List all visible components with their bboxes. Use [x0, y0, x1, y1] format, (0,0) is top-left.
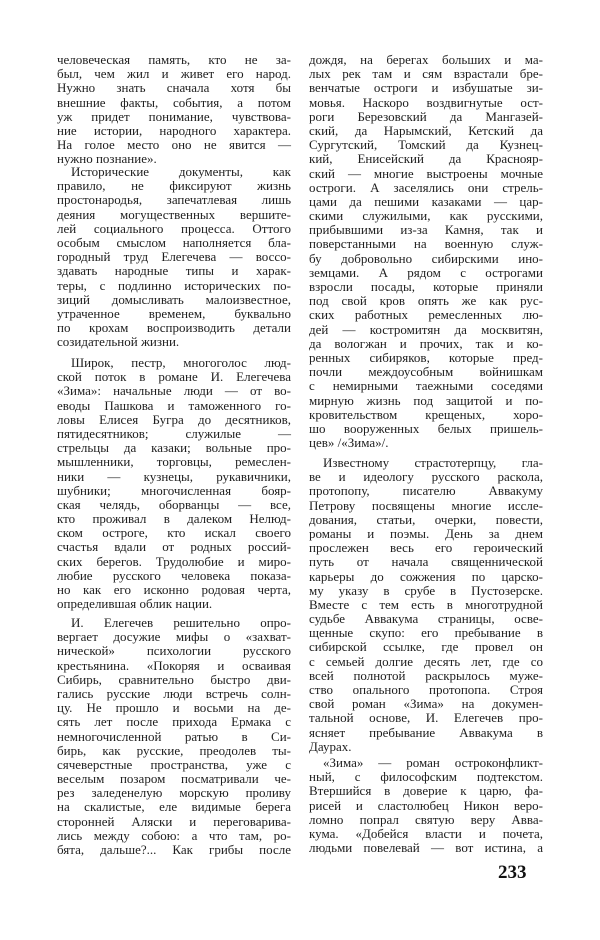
- text-line: сибирской ссылке, где провел он: [309, 639, 543, 655]
- text-line: под свой кров опять же как рус-: [309, 293, 543, 309]
- text-line: крестьянина. «Покоряя и осваивая: [57, 657, 291, 673]
- text-line: Широк, пестр, многоголос люд-: [71, 355, 291, 370]
- text-line: дождя, на берегах больших и ма-: [309, 52, 543, 67]
- paragraph: [57, 165, 291, 349]
- text-line: мышленники, торговцы, ремеслен-: [57, 454, 291, 470]
- text-line: стрельцы да казаки; вольные про-: [57, 440, 291, 456]
- text-line: взросли посады, которые приняли: [309, 279, 543, 294]
- text-line: ский — многие выстроены мочные: [309, 165, 543, 181]
- text-line: Втершийся в доверие к царю, фа-: [309, 783, 543, 799]
- text-line: Вместе с тем есть в многотрудной: [309, 596, 543, 612]
- text-line: цев» /«Зима»/.: [309, 435, 389, 451]
- paragraph: [57, 53, 291, 167]
- text-line: мирную жизнь под защитой и по-: [309, 392, 543, 408]
- text-line: уж придет понимание, чувствова-: [57, 108, 291, 124]
- text-line: шо вооруженных белых пришель-: [309, 420, 543, 436]
- text-line: ских работных ремесленных лю-: [309, 307, 543, 323]
- text-line: веселым позаром посматривали че-: [57, 771, 291, 787]
- text-line: бу добровольно сибирскими ино-: [309, 250, 543, 266]
- text-line: определившая облик нации.: [57, 596, 213, 612]
- text-line: внешние факты, события, а потом: [57, 94, 291, 110]
- text-line: немногочисленной ратью в Си-: [57, 728, 291, 744]
- text-line: человеческая память, кто не за-: [57, 52, 291, 67]
- text-line: ренных сибиряков, которые пред-: [309, 349, 543, 365]
- text-line: лых рек там и сям взрастали бре-: [309, 66, 543, 82]
- text-line: И. Елегечев решительно опро-: [71, 615, 291, 630]
- text-line: теры, с подлинно исторических по-: [57, 277, 291, 293]
- text-line: с семьей долгие десять лет, где со: [309, 653, 543, 669]
- text-line: нической» психологии русского: [57, 643, 291, 659]
- paragraph: [309, 756, 543, 855]
- text-line: любие русского человека показа-: [57, 567, 291, 583]
- text-line: ясняет пребывание Аввакума в: [309, 724, 543, 740]
- text-line: му указу в срубе в Пустозерске.: [309, 582, 543, 598]
- text-line: ве и идеологу русского раскола,: [309, 469, 543, 485]
- text-line: пятидесятников; служилые —: [57, 425, 291, 441]
- text-line: Нужно знать сначала хотя бы: [57, 80, 291, 96]
- text-line: ство опального протопопа. Строя: [309, 682, 543, 697]
- text-line: бята, дальше?... Как грибы после: [57, 842, 291, 857]
- text-line: но как его исконно родовая черта,: [57, 582, 291, 597]
- text-line: Сибирь, сравнительно быстро дви-: [57, 671, 291, 687]
- text-line: ская челядь, оборванцы — все,: [57, 496, 291, 512]
- paragraph: [57, 356, 291, 611]
- text-line: людьми повелевай — вот истина, а: [309, 840, 543, 856]
- text-line: на скалистые, еле видимые берега: [57, 799, 291, 815]
- text-line: особым смыслом наполняется бла-: [57, 234, 291, 250]
- text-line: утраченное временем, буквально: [57, 305, 291, 321]
- text-line: сторонней Аляски и переговарива-: [57, 813, 291, 829]
- text-line: да вологжан и прочих, так и ко-: [309, 335, 543, 351]
- text-line: романы и поэмы. День за днем: [309, 525, 543, 541]
- text-line: сячеверстные пространства, уже с: [57, 756, 291, 772]
- text-line: кровительством крещеных, хоро-: [309, 406, 543, 422]
- text-line: Петрову посвящены многие иссле-: [309, 497, 543, 513]
- text-line: ский, да Нарымский, Кетский да: [309, 122, 543, 138]
- text-line: сять лет после прихода Ермака с: [57, 714, 291, 730]
- text-line: «Зима» — роман остроконфликт-: [323, 755, 543, 770]
- text-line: «Зима»: начальные люди — от во-: [57, 383, 291, 399]
- text-line: кто проживал в далеком Нелюд-: [57, 511, 291, 527]
- text-line: простонародья, запечатлевая лишь: [57, 192, 291, 208]
- paragraph: [57, 616, 291, 857]
- text-line: ской поток в романе И. Елегечева: [57, 369, 291, 385]
- text-line: рисей и сластолюбец Никон веро-: [309, 797, 543, 813]
- text-line: поверстанными на военную служ-: [309, 236, 543, 252]
- text-line: скими служилыми, как русскими,: [309, 208, 543, 224]
- page-number: 233: [498, 862, 527, 883]
- text-line: зиций домысливать малоизвестное,: [57, 291, 291, 307]
- text-line: по крохам воспроизводить детали: [57, 320, 291, 336]
- text-line: городный труд Елегечева — воссо-: [57, 249, 291, 265]
- text-line: счастья вдали от родных россий-: [57, 539, 291, 555]
- text-line: карьеры до сожжения по царско-: [309, 568, 543, 584]
- text-line: созидательной жизни.: [57, 334, 180, 350]
- text-line: Известному страстотерпцу, гла-: [323, 455, 543, 470]
- text-line: прибывшими из-за Камня, так и: [309, 222, 543, 238]
- text-line: цу. Не прошло и восьми на де-: [57, 700, 291, 716]
- text-line: прослежен весь его героический: [309, 540, 543, 556]
- text-line: почли междоусобным войнишкам: [309, 364, 543, 380]
- text-line: остроги. А заселялись они стрель-: [309, 179, 543, 195]
- text-line: бирь, как русские, преодолев ты-: [57, 742, 291, 758]
- text-line: Даурах.: [309, 738, 352, 754]
- text-line: дей — костромитян да москвитян,: [309, 321, 543, 337]
- text-line: лей социального процесса. Оттого: [57, 220, 291, 236]
- text-line: кий, Енисейский да Краснояр-: [309, 151, 543, 167]
- text-line: ный, с философским подтекстом.: [309, 769, 543, 785]
- text-line: всей полнотой раскрылось муже-: [309, 667, 543, 683]
- paragraph: [309, 456, 543, 754]
- text-line: На голое место оно не явится —: [57, 137, 291, 153]
- text-line: ском остроге, кто искал своего: [57, 525, 291, 541]
- text-line: с немирными таежными соседями: [309, 378, 543, 394]
- text-line: лись между собою: а что там, ро-: [57, 827, 291, 843]
- text-line: нужно познание».: [57, 151, 157, 167]
- text-line: щенные скупо: его пребывание в: [309, 625, 543, 641]
- text-line: Сургутский, Томский да Кузнец-: [309, 137, 543, 153]
- text-line: деяния могущественных вершите-: [57, 206, 291, 222]
- text-line: свой роман «Зима» на докумен-: [309, 696, 543, 712]
- text-line: протопопу, писателю Аввакуму: [309, 483, 543, 499]
- text-line: ских берегов. Трудолюбие и миро-: [57, 553, 291, 569]
- text-line: ломно попрал святую веру Авва-: [309, 811, 543, 827]
- text-line: был, чем жил и живет его народ.: [57, 66, 291, 82]
- text-line: кума. «Добейся власти и почета,: [309, 825, 543, 841]
- paragraph: [309, 53, 543, 450]
- text-line: вергает досужие мифы о «захват-: [57, 629, 291, 645]
- text-line: Исторические документы, как: [71, 164, 291, 179]
- text-line: рез заледенелую морскую проливу: [57, 785, 291, 801]
- text-line: шубники; многочисленная бояр-: [57, 482, 291, 498]
- text-line: земцами. А рядом с острогами: [309, 264, 543, 280]
- text-line: здавать народные типы и харак-: [57, 263, 291, 279]
- text-line: судьбе Аввакума страницы, осве-: [309, 611, 543, 627]
- text-line: ловы Елисея Бугра до десятников,: [57, 411, 291, 427]
- text-line: гались русские люди встречь солн-: [57, 685, 291, 701]
- text-line: правило, не фиксируют жизнь: [57, 178, 291, 194]
- text-line: роги Березовский да Мангазей-: [309, 108, 543, 124]
- text-line: ники — кузнецы, рукавичники,: [57, 468, 291, 484]
- text-line: ние истории, народного характера.: [57, 122, 291, 138]
- text-line: путь от начала священнической: [309, 554, 543, 570]
- text-line: цами да пешими казаками — цар-: [309, 193, 543, 209]
- text-line: венчатые остроги и избушатые зи-: [309, 80, 543, 96]
- text-line: мовья. Наскоро воздвигнутые ост-: [309, 94, 543, 110]
- text-line: еводы Пашкова и таможенного го-: [57, 397, 291, 413]
- text-line: тальной основе, И. Елегечев про-: [309, 710, 543, 726]
- text-line: дования, статьи, очерки, повести,: [309, 511, 543, 527]
